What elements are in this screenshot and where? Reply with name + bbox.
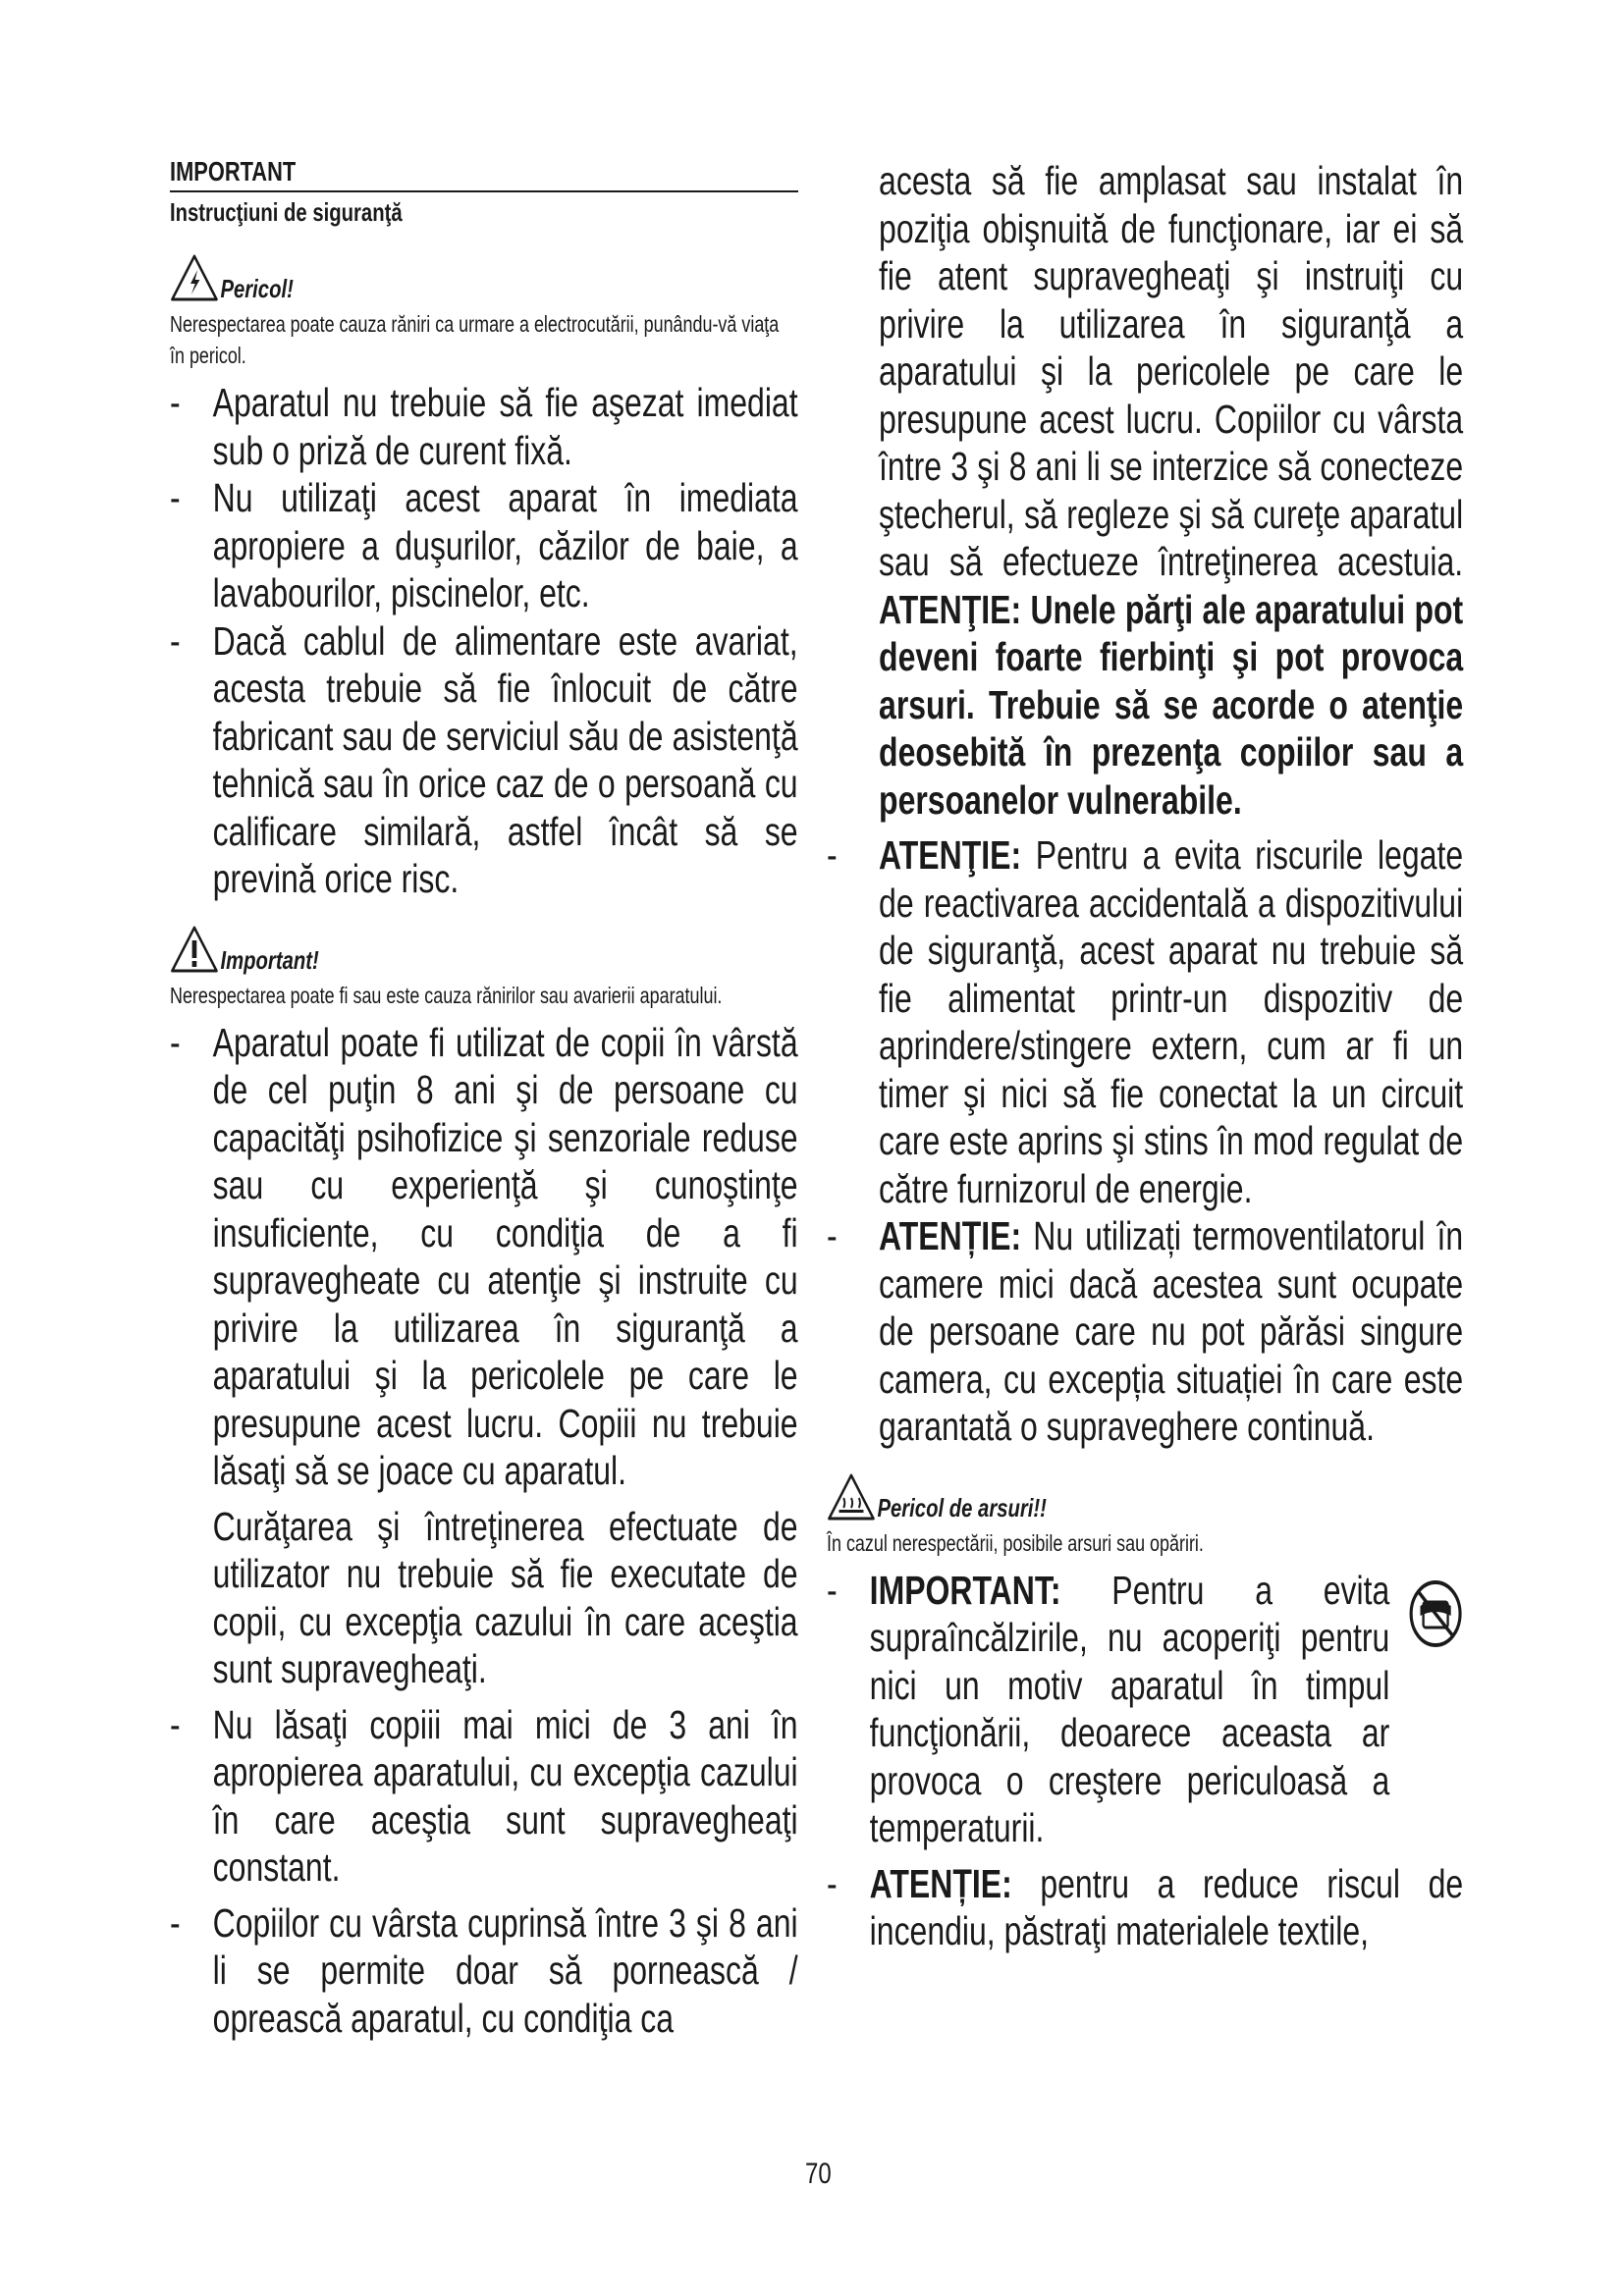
hot-surface-warning-icon [827, 1472, 876, 1522]
safety-list-d [827, 831, 1463, 1451]
electric-shock-warning-icon [170, 253, 219, 302]
left-column-content [170, 155, 798, 188]
section-title: IMPORTANT [170, 156, 297, 187]
page-number: 70 [805, 2158, 832, 2190]
safety-list-a [170, 379, 798, 903]
section-subtitle: Instrucţiuni de siguranţă [170, 197, 403, 227]
list-item: - Aparatul nu trebuie să fie aşezat imediat sub o priză de curent fixă. [170, 380, 798, 473]
list-item: - ATENȚIE: pentru a reduce riscul de incendiu, păstraţi materialele textile, [827, 1860, 1464, 1953]
safety-list-e [827, 1567, 1463, 1955]
list-item: - ATENȚIE: Nu utilizați termoventilatorul în camere mici dacă acestea sunt ocupate de persoane care nu pot părăsi singure camera, cu excepția situației în care este garantată o supraveghere continuă. [827, 1213, 1464, 1449]
important-label: Important! [220, 944, 319, 975]
important-warning [170, 925, 798, 974]
left-column [170, 155, 798, 2042]
title-rule [170, 190, 798, 192]
burn-warning [827, 1472, 1463, 1522]
general-warning-icon [170, 925, 219, 974]
list-item: - Copiilor cu vârsta cuprinsă între 3 şi 8 ani li se permite doar să pornească / oprească aparatul, cu condiţia ca [170, 1899, 798, 2041]
danger-warning [170, 253, 798, 302]
danger-label: Pericol! [220, 274, 294, 303]
children-burn-warning: ATENŢIE: Unele părţi ale aparatului pot deveni foarte fierbinţi şi pot provoca arsuri. Trebuie să se acorde o atenţie deosebită în prezenţa copiilor sau a persoanelor vulnerabile. [879, 586, 1464, 823]
list-item: - Nu utilizaţi acest aparat în imediata apropiere a duşurilor, căzilor de baie, a lavabourilor, piscinelor, etc. [170, 475, 798, 615]
burn-label: Pericol de arsuri!! [877, 1492, 1047, 1522]
right-column [827, 157, 1463, 1955]
safety-list-b [170, 1019, 798, 1495]
safety-list-c [170, 1701, 798, 2043]
list-item: - Dacă cablul de alimentare este avariat, acesta trebuie să fie înlocuit de către fabricant sau de serviciul său de asistenţă tehnică sau în orice caz de o persoană cu calificare similară, astfel încât să se prevină orice risc. [170, 617, 798, 901]
list-item: - Aparatul poate fi utilizat de copii în vârstă de cel puţin 8 ani şi de persoane cu capacităţi psihofizice şi senzoriale reduse sau cu experienţă şi cunoştinţe insuficiente, cu condiţia de a fi supravegheate cu atenţie şi instruite cu privire la utilizarea în siguranţă a aparatului şi la pericolele pe care le presupune acest lucru. Copiii nu trebuie lăsaţi să se joace cu aparatul. [170, 1019, 798, 1493]
right-column-body [827, 157, 1463, 1955]
burn-note: În cazul nerespectării, posibile arsuri sau opăriri. [827, 1529, 1204, 1556]
list-item: - Nu lăsaţi copiii mai mici de 3 ani în apropierea aparatului, cu excepţia cazului în care aceştia sunt supravegheaţi constant. [170, 1701, 798, 1890]
left-column-body [170, 196, 798, 2042]
list-item: - IMPORTANT: Pentru a evita supraîncălzirile, nu acoperiţi pentru nici un motiv aparatul în timpul funcţionării, deoarece aceasta ar provoca o creştere periculoasă a temperaturii. [827, 1567, 1463, 1852]
continuation-text: acesta să fie amplasat sau instalat în poziţia obişnuită de funcţionare, iar ei să fie atent supravegheaţi şi instruiţi cu privire la utilizarea în siguranţă a aparatului şi la pericolele pe care le presupune acest lucru. Copiilor cu vârsta între 3 şi 8 ani li se interzice să conecteze ştecherul, să regleze şi să cureţe aparatul sau să efectueze întreţinerea acestuia. ATENŢIE: Unele părţi ale aparatului pot deveni foarte fierbinţi şi pot provoca arsuri. Trebuie să se acorde o atenţie deosebită în prezenţa copiilor sau a persoanelor vulnerabile. [879, 158, 1464, 823]
important-note: Nerespectarea poate fi sau este cauza rănirilor sau avarierii aparatului. [170, 982, 723, 1008]
list-item-continuation: Curăţarea şi întreţinerea efectuate de utilizator nu trebuie să fie executate de copii, cu excepţia cazului în care aceştia sunt supravegheaţi. [212, 1503, 798, 1691]
list-item: - ATENŢIE: Pentru a evita riscurile legate de reactivarea accidentală a dispozitivului de siguranţă, acest aparat nu trebuie să fie alimentat printr-un dispozitiv de aprindere/stingere extern, cum ar fi un timer şi nici să fie conectat la un circuit care este aprins şi stins în mod regulat de către furnizorul de energie. [827, 832, 1464, 1211]
do-not-cover-icon [1408, 1578, 1463, 1649]
danger-note: Nerespectarea poate cauza răniri ca urmare a electrocutării, punându-vă viaţa în pericol. [170, 311, 780, 368]
